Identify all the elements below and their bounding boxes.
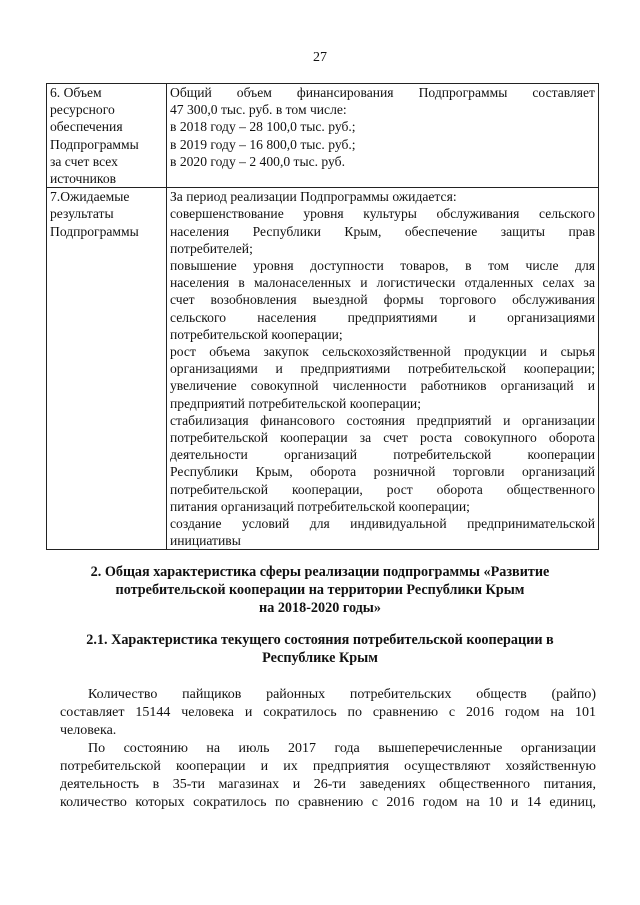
content-line: создание условий для индивидуальной предпринимательской [170,516,595,532]
row-label-results [47,188,167,550]
section-heading-2-1 [60,631,580,667]
heading-line: 2. Общая характеристика сферы реализации подпрограммы «Развитие [90,564,550,580]
paragraph-line: человека. [60,723,117,738]
content-line: потребительской кооперации, рост оборота общественного [170,481,595,497]
content-line: организациями и предприятиями потребительской кооперации; [170,361,595,377]
paragraph-line: деятельность в 35-ти магазинах и 26-ти заведениях общественного питания, [60,777,596,792]
label-line: результаты [50,206,114,222]
paragraph-line: потребительской кооперации и их предприятия осуществляют хозяйственную [60,759,596,774]
label-line: 6. Объем [50,85,102,100]
paragraph-line: количество которых сократилось по сравнению с 2016 годом на 10 и 14 единиц, [60,795,596,810]
paragraph-status-cont [60,758,596,812]
content-line: стабилизация финансового состояния предприятий и организации [170,412,595,428]
table-row-results [47,188,599,550]
paragraph-line: Количество пайщиков районных потребительских обществ (райпо) [88,687,596,702]
section-heading-2 [60,563,580,617]
passport-table [46,83,599,550]
label-line: ресурсного [50,102,115,118]
paragraph-shareholders-cont [60,704,596,740]
content-line: потребительской кооперации за счет роста совокупного оборота [170,430,595,446]
content-line: населения Республики Крым, обеспечение защиты прав [170,223,595,239]
label-line: Подпрограммы [50,223,139,239]
row-content-resources [167,84,599,188]
label-line: обеспечения [50,119,123,135]
content-line: повышение уровня доступности товаров, в том числе для [170,258,595,274]
content-line: рост объема закупок сельскохозяйственной продукции и сырья [170,344,595,360]
content-line: в 2019 году – 16 800,0 тыс. руб.; [170,136,356,152]
content-line: населения в малонаселенных и логистически отдаленных селах за [170,275,595,291]
content-line: За период реализации Подпрограммы ожидается: [170,189,457,205]
label-line: источников [50,171,117,187]
content-line: потребительской кооперации; [170,326,343,342]
row-label-resources [47,84,167,188]
content-line: инициативы [170,533,241,549]
content-line: сельского населения предприятиями и организациями [170,309,595,325]
paragraph-status [88,740,596,758]
content-line: 47 300,0 тыс. руб. в том числе: [170,102,347,118]
content-line: в 2020 году – 2 400,0 тыс. руб. [170,153,345,169]
content-line: совершенствование уровня культуры обслуживания сельского [170,206,595,222]
heading-line: на 2018-2020 годы» [259,600,381,616]
heading-line: 2.1. Характеристика текущего состояния потребительской кооперации в [86,632,554,648]
content-line: счет возобновления выездной формы торгового обслуживания [170,292,595,308]
content-line: питания организаций потребительской кооперации; [170,498,470,514]
heading-line: потребительской кооперации на территории Республики Крым [115,582,525,598]
content-line: Общий объем финансирования Подпрограммы составляет [170,85,595,100]
content-line: предприятий потребительской кооперации; [170,395,421,411]
content-line: увеличение совокупной численности работников организаций и [170,378,595,394]
content-line: потребителей; [170,240,253,256]
page-number: 27 [313,50,327,65]
label-line: 7.Ожидаемые [50,189,130,205]
paragraph-line: составляет 15144 человека и сократилось по сравнению с 2016 годом на 101 [60,705,596,720]
content-line: деятельности организаций потребительской кооперации [170,447,595,463]
table-row-resources [47,84,599,188]
label-line: Подпрограммы [50,136,139,152]
heading-line: Республике Крым [262,650,378,666]
label-line: за счет всех [50,153,118,169]
content-line: в 2018 году – 28 100,0 тыс. руб.; [170,119,356,135]
row-content-results [167,188,599,550]
paragraph-shareholders [88,686,596,704]
paragraph-line: По состоянию на июль 2017 года вышеперечисленные организации [88,741,596,756]
content-line: Республики Крым, оборота розничной торговли организаций [170,464,595,480]
